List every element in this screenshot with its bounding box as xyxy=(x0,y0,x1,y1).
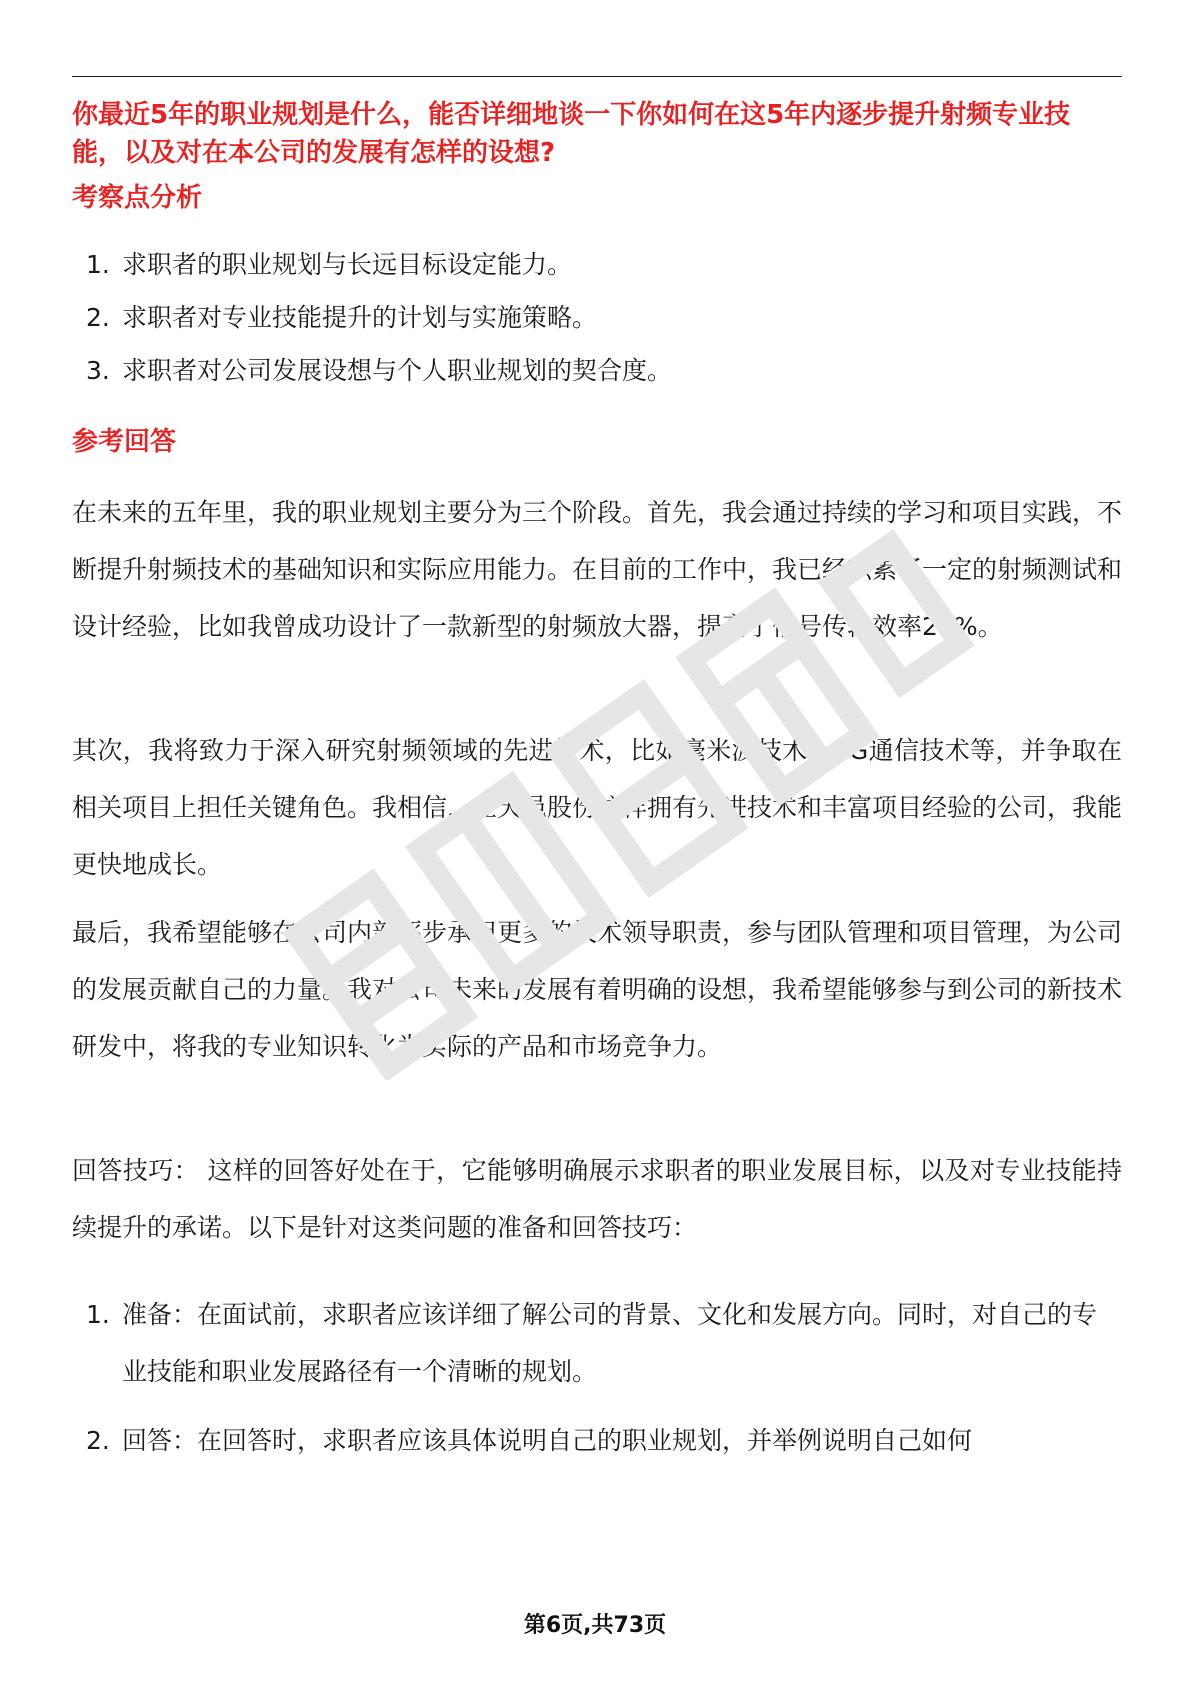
list-item xyxy=(86,246,1116,284)
list-item-text: 求职者的职业规划与长远目标设定能力。 xyxy=(122,250,573,279)
list-number: 3. xyxy=(86,356,110,385)
top-divider xyxy=(72,76,1122,77)
list-item xyxy=(86,299,1116,337)
tips-list xyxy=(86,1286,1116,1469)
question-heading: 你最近5年的职业规划是什么，能否详细地谈一下你如何在这5年内逐步提升射频专业技能，以及对在本公司的发展有怎样的设想? xyxy=(72,100,1071,168)
list-item-text: 准备：在面试前，求职者应该详细了解公司的背景、文化和发展方向。同时，对自己的专业技能和职业发展路径有一个清晰的规划。 xyxy=(122,1300,1098,1386)
list-item-text: 回答：在回答时，求职者应该具体说明自己的职业规划，并举例说明自己如何 xyxy=(122,1426,973,1455)
list-item-text: 求职者对公司发展设想与个人职业规划的契合度。 xyxy=(122,356,673,385)
list-number: 1. xyxy=(86,1300,110,1329)
list-item xyxy=(86,1286,1116,1400)
page-footer: 第6页,共73页 xyxy=(523,1613,667,1638)
list-number: 2. xyxy=(86,1426,110,1455)
list-number: 1. xyxy=(86,250,110,279)
document-page xyxy=(72,0,1122,1684)
answer-title: 参考回答 xyxy=(72,427,177,457)
answer-paragraph-2: 其次，我将致力于深入研究射频领域的先进技术，比如毫米波技术、5G通信技术等，并争取在相关项目上担任关键角色。我相信，在天邑股份这样拥有先进技术和丰富项目经验的公司，我能更快地成长。 xyxy=(72,736,1123,879)
analysis-list xyxy=(86,246,1116,390)
answer-paragraph-1: 在未来的五年里，我的职业规划主要分为三个阶段。首先，我会通过持续的学习和项目实践，不断提升射频技术的基础知识和实际应用能力。在目前的工作中，我已经积累了一定的射频测试和设计经验，比如我曾成功设计了一款新型的射频放大器，提高了信号传输效率20%。 xyxy=(72,498,1123,641)
list-item xyxy=(86,1412,1116,1469)
list-item xyxy=(86,352,1116,390)
tips-intro: 回答技巧： 这样的回答好处在于，它能够明确展示求职者的职业发展目标，以及对专业技能持续提升的承诺。以下是针对这类问题的准备和回答技巧： xyxy=(72,1156,1122,1242)
list-number: 2. xyxy=(86,303,110,332)
list-item-text: 求职者对专业技能提升的计划与实施策略。 xyxy=(122,303,598,332)
analysis-title: 考察点分析 xyxy=(72,183,203,213)
answer-paragraph-3: 最后，我希望能够在公司内部逐步承担更多的技术领导职责，参与团队管理和项目管理，为公司的发展贡献自己的力量。我对公司未来的发展有着明确的设想，我希望能够参与到公司的新技术研发中，将我的专业知识转化为实际的产品和市场竞争力。 xyxy=(72,918,1123,1061)
